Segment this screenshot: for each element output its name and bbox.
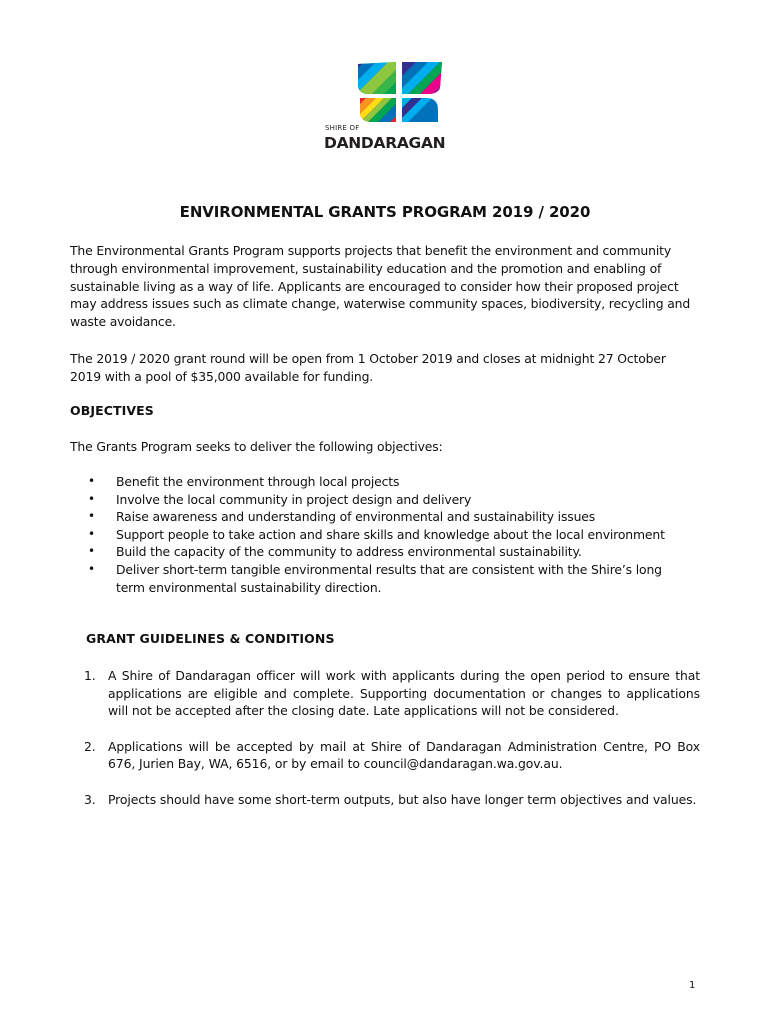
intro-paragraph: The Environmental Grants Program supports projects that benefit the environment and community through environmental improvement, sustainability education and the promotion and enabling of sustainable living as a way of life. Applicants are encouraged to consider how their proposed project may address issues such as climate change, waterwise community spaces, biodiversity, recycling and waste avoidance. [70, 243, 691, 330]
list-item: • Involve the local community in project design and delivery [88, 491, 472, 507]
page-title: ENVIRONMENTAL GRANTS PROGRAM 2019 / 2020 [179, 203, 591, 221]
grant-round-paragraph: The 2019 / 2020 grant round will be open from 1 October 2019 and closes at midnight 27 October 2019 with a pool of $35,000 available for funding. [70, 351, 666, 384]
list-item: 1. A Shire of Dandaragan officer will work with applicants during the open period to ensure that applications are eligible and complete. Supporting documentation or changes to applications will not be accepted after the closing date. Late applications will not be considered. [84, 668, 700, 719]
list-item: • Support people to take action and share skills and knowledge about the local environment [88, 526, 665, 542]
guidelines-list [80, 667, 700, 827]
page-number: 1 [689, 980, 696, 991]
objectives-lead: The Grants Program seeks to deliver the following objectives: [70, 439, 443, 454]
bullet-icon: • [88, 474, 95, 488]
bullet-icon: • [88, 491, 95, 506]
objectives-list [70, 473, 690, 596]
bullet-icon: • [88, 526, 95, 541]
logo-dandaragan: DANDARAGAN [324, 134, 446, 152]
shire-logo [322, 60, 446, 160]
list-item: 3. Projects should have some short-term outputs, but also have longer term objectives and values. [84, 791, 697, 807]
guidelines-heading: GRANT GUIDELINES & CONDITIONS [86, 631, 335, 646]
bullet-icon: • [88, 561, 95, 576]
objectives-heading: OBJECTIVES [70, 403, 154, 418]
list-item: 2. Applications will be accepted by mail at Shire of Dandaragan Administration Centre, PO Box 676, Jurien Bay, WA, 6516, or by email to council@dandaragan.wa.gov.au. [84, 738, 700, 772]
list-item: • Raise awareness and understanding of environmental and sustainability issues [88, 509, 596, 525]
list-item: • Deliver short-term tangible environmental results that are consistent with the Shire’s long term environmental sustainability direction. [88, 561, 662, 595]
bullet-icon: • [88, 509, 95, 524]
list-item: • Build the capacity of the community to address environmental sustainability. [88, 544, 582, 560]
logo-shire-of: SHIRE OF [325, 124, 360, 132]
logo-mark-icon [322, 60, 446, 122]
list-item: • Benefit the environment through local projects [88, 474, 400, 489]
bullet-icon: • [88, 544, 95, 559]
